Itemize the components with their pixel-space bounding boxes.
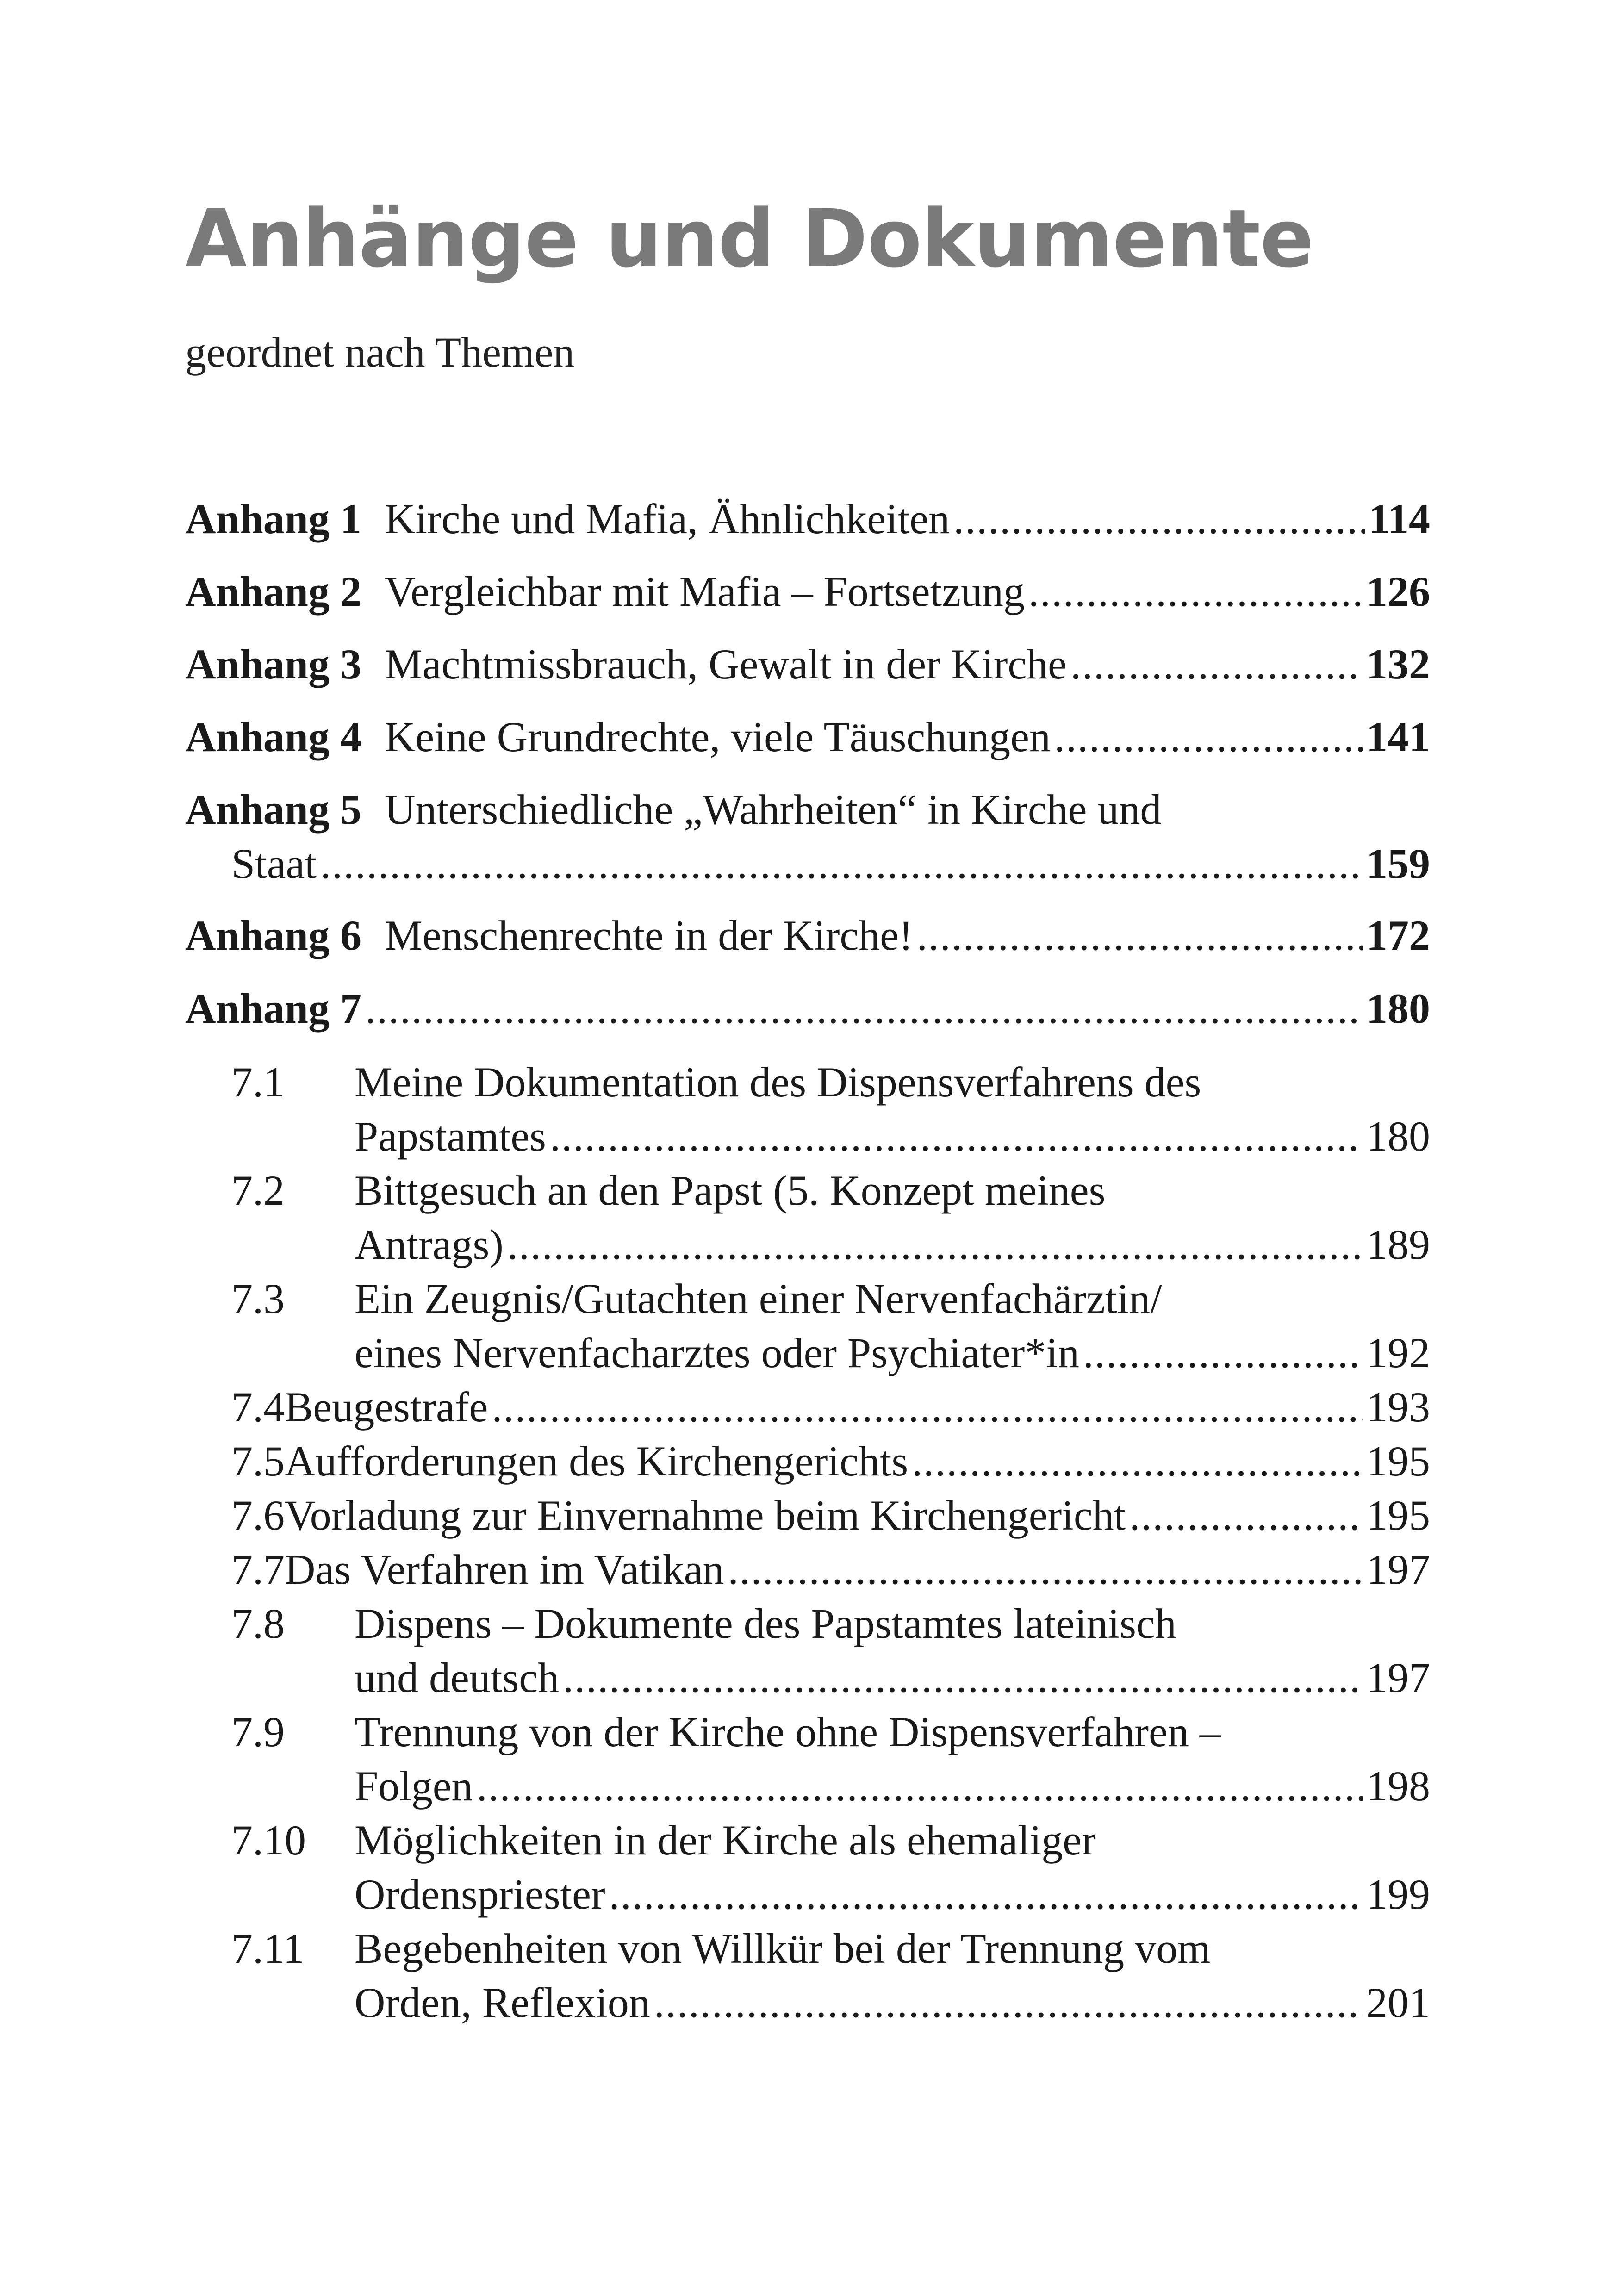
toc-subentry-7-9-continued[interactable] (355, 1762, 1430, 1810)
entry-title: Menschenrechte in der Kirche! (384, 912, 913, 959)
section-number: 7.9 (231, 1708, 285, 1755)
dot-leader (917, 914, 1363, 957)
toc-subentry-7-10-continued[interactable] (355, 1873, 1430, 1916)
toc-subentry-7-11-continued[interactable] (355, 1981, 1430, 2024)
appendix-label: Anhang 7 (185, 985, 361, 1032)
page-number: 172 (1366, 912, 1430, 959)
section-title: Bittgesuch an den Papst (5. Konzept meines (355, 1167, 1106, 1214)
section-title: Das Verfahren im Vatikan (285, 1546, 724, 1593)
section-number: 7.2 (231, 1167, 285, 1214)
section-title-continued: Ordenspriester (355, 1871, 605, 1918)
section-number: 7.7 (231, 1546, 285, 1593)
toc-subentry-7-4[interactable] (231, 1383, 1430, 1431)
section-title: Trennung von der Kirche ohne Dispensverfahren – (355, 1708, 1221, 1755)
section-number: 7.5 (231, 1437, 285, 1485)
page-number: 141 (1366, 713, 1430, 760)
dot-leader (654, 1981, 1363, 2024)
dot-leader (492, 1386, 1363, 1428)
page-number: 193 (1366, 1383, 1430, 1431)
toc-entry-anhang-1[interactable] (185, 495, 1430, 542)
page-number: 197 (1366, 1546, 1430, 1593)
section-title: Ein Zeugnis/Gutachten einer Nervenfachärztin/ (355, 1275, 1162, 1322)
page-number: 180 (1366, 1113, 1430, 1160)
toc-subentry-7-3[interactable] (231, 1277, 1430, 1320)
toc-subentry-7-1[interactable] (231, 1058, 1430, 1106)
appendix-label: Anhang 4 (185, 713, 361, 760)
page-number: 198 (1366, 1762, 1430, 1810)
toc-entry-anhang-3[interactable] (185, 641, 1430, 688)
entry-title: Vergleichbar mit Mafia – Fortsetzung (384, 568, 1025, 615)
toc-subentry-7-8[interactable] (231, 1602, 1430, 1645)
dot-leader (507, 1223, 1363, 1266)
toc-subentry-7-6[interactable] (231, 1494, 1430, 1537)
page-number: 189 (1366, 1221, 1430, 1268)
toc-entry-anhang-7[interactable] (185, 987, 1430, 1030)
page-number: 195 (1366, 1492, 1430, 1539)
toc-entry-anhang-6[interactable] (185, 914, 1430, 957)
dot-leader (1129, 1494, 1363, 1537)
dot-leader (1083, 1332, 1363, 1374)
page-number: 201 (1366, 1979, 1430, 2026)
appendix-label: Anhang 2 (185, 568, 361, 615)
toc-entry-anhang-2[interactable] (185, 570, 1430, 613)
entry-title: Keine Grundrechte, viele Täuschungen (384, 713, 1051, 760)
dot-leader (728, 1548, 1363, 1591)
dot-leader (477, 1765, 1363, 1807)
page-number: 195 (1366, 1437, 1430, 1485)
section-title: Möglichkeiten in der Kirche als ehemaliger (355, 1817, 1096, 1864)
section-title-continued: und deutsch (355, 1654, 560, 1701)
section-number: 7.11 (231, 1925, 305, 1972)
toc-subentry-7-5[interactable] (231, 1437, 1430, 1485)
toc-subentry-7-2-continued[interactable] (355, 1223, 1430, 1266)
section-number: 7.6 (231, 1492, 285, 1539)
dot-leader (912, 1440, 1363, 1482)
section-title: Dispens – Dokumente des Papstamtes lateinisch (355, 1600, 1176, 1647)
page-number: 114 (1369, 495, 1430, 542)
section-number: 7.10 (231, 1817, 306, 1864)
page-number: 159 (1366, 840, 1430, 887)
dot-leader (953, 498, 1365, 540)
dot-leader (563, 1656, 1363, 1699)
section-title-continued: Folgen (355, 1762, 473, 1810)
toc-subentry-7-8-continued[interactable] (355, 1656, 1430, 1699)
toc-entry-anhang-5[interactable] (185, 788, 1430, 831)
toc-entry-anhang-5-continued[interactable] (231, 842, 1430, 885)
toc-subentry-7-7[interactable] (231, 1548, 1430, 1591)
entry-title: Machtmissbrauch, Gewalt in der Kirche (384, 641, 1067, 688)
toc-subentry-7-2[interactable] (231, 1169, 1430, 1212)
section-title: Begebenheiten von Willkür bei der Trennung vom (355, 1925, 1211, 1972)
dot-leader (609, 1873, 1363, 1916)
page-number: 197 (1366, 1654, 1430, 1701)
entry-title-continued: Staat (231, 840, 317, 887)
section-title: Beugestrafe (285, 1383, 488, 1431)
section-title: Vorladung zur Einvernahme beim Kirchengericht (285, 1492, 1126, 1539)
dot-leader (550, 1115, 1363, 1157)
dot-leader (1054, 716, 1363, 758)
section-title-continued: Papstamtes (355, 1113, 546, 1160)
appendix-label: Anhang 6 (185, 912, 361, 959)
dot-leader (1070, 643, 1363, 685)
section-title-continued: Orden, Reflexion (355, 1979, 650, 2026)
page-number: 126 (1366, 568, 1430, 615)
appendix-label: Anhang 5 (185, 786, 361, 833)
toc-subentry-7-9[interactable] (231, 1708, 1430, 1755)
toc-subentry-7-1-continued[interactable] (355, 1113, 1430, 1160)
appendix-label: Anhang 3 (185, 641, 361, 688)
entry-title: Unterschiedliche „Wahrheiten“ in Kirche und (384, 786, 1162, 833)
toc-subentry-7-10[interactable] (231, 1817, 1430, 1864)
page-number: 199 (1366, 1871, 1430, 1918)
dot-leader (320, 842, 1363, 885)
dot-leader (365, 987, 1363, 1030)
section-title: Meine Dokumentation des Dispensverfahrens des (355, 1058, 1201, 1106)
appendix-label: Anhang 1 (185, 495, 361, 542)
entry-title: Kirche und Mafia, Ähnlichkeiten (384, 495, 950, 542)
toc-subentry-7-3-continued[interactable] (355, 1329, 1430, 1376)
section-number: 7.8 (231, 1600, 285, 1647)
page-number: 180 (1366, 985, 1430, 1032)
section-number: 7.3 (231, 1275, 285, 1322)
dot-leader (1028, 570, 1363, 613)
page-subtitle: geordnet nach Themen (185, 329, 575, 376)
section-title-continued: eines Nervenfacharztes oder Psychiater*in (355, 1329, 1079, 1376)
page-number: 132 (1366, 641, 1430, 688)
page-title: Anhänge und Dokumente (185, 192, 1314, 285)
section-number: 7.1 (231, 1058, 285, 1106)
toc-subentry-7-11[interactable] (231, 1927, 1430, 1970)
toc-entry-anhang-4[interactable] (185, 713, 1430, 760)
section-number: 7.4 (231, 1383, 285, 1431)
page-number: 192 (1366, 1329, 1430, 1376)
section-title-continued: Antrags) (355, 1221, 504, 1268)
section-title: Aufforderungen des Kirchengerichts (285, 1437, 909, 1485)
